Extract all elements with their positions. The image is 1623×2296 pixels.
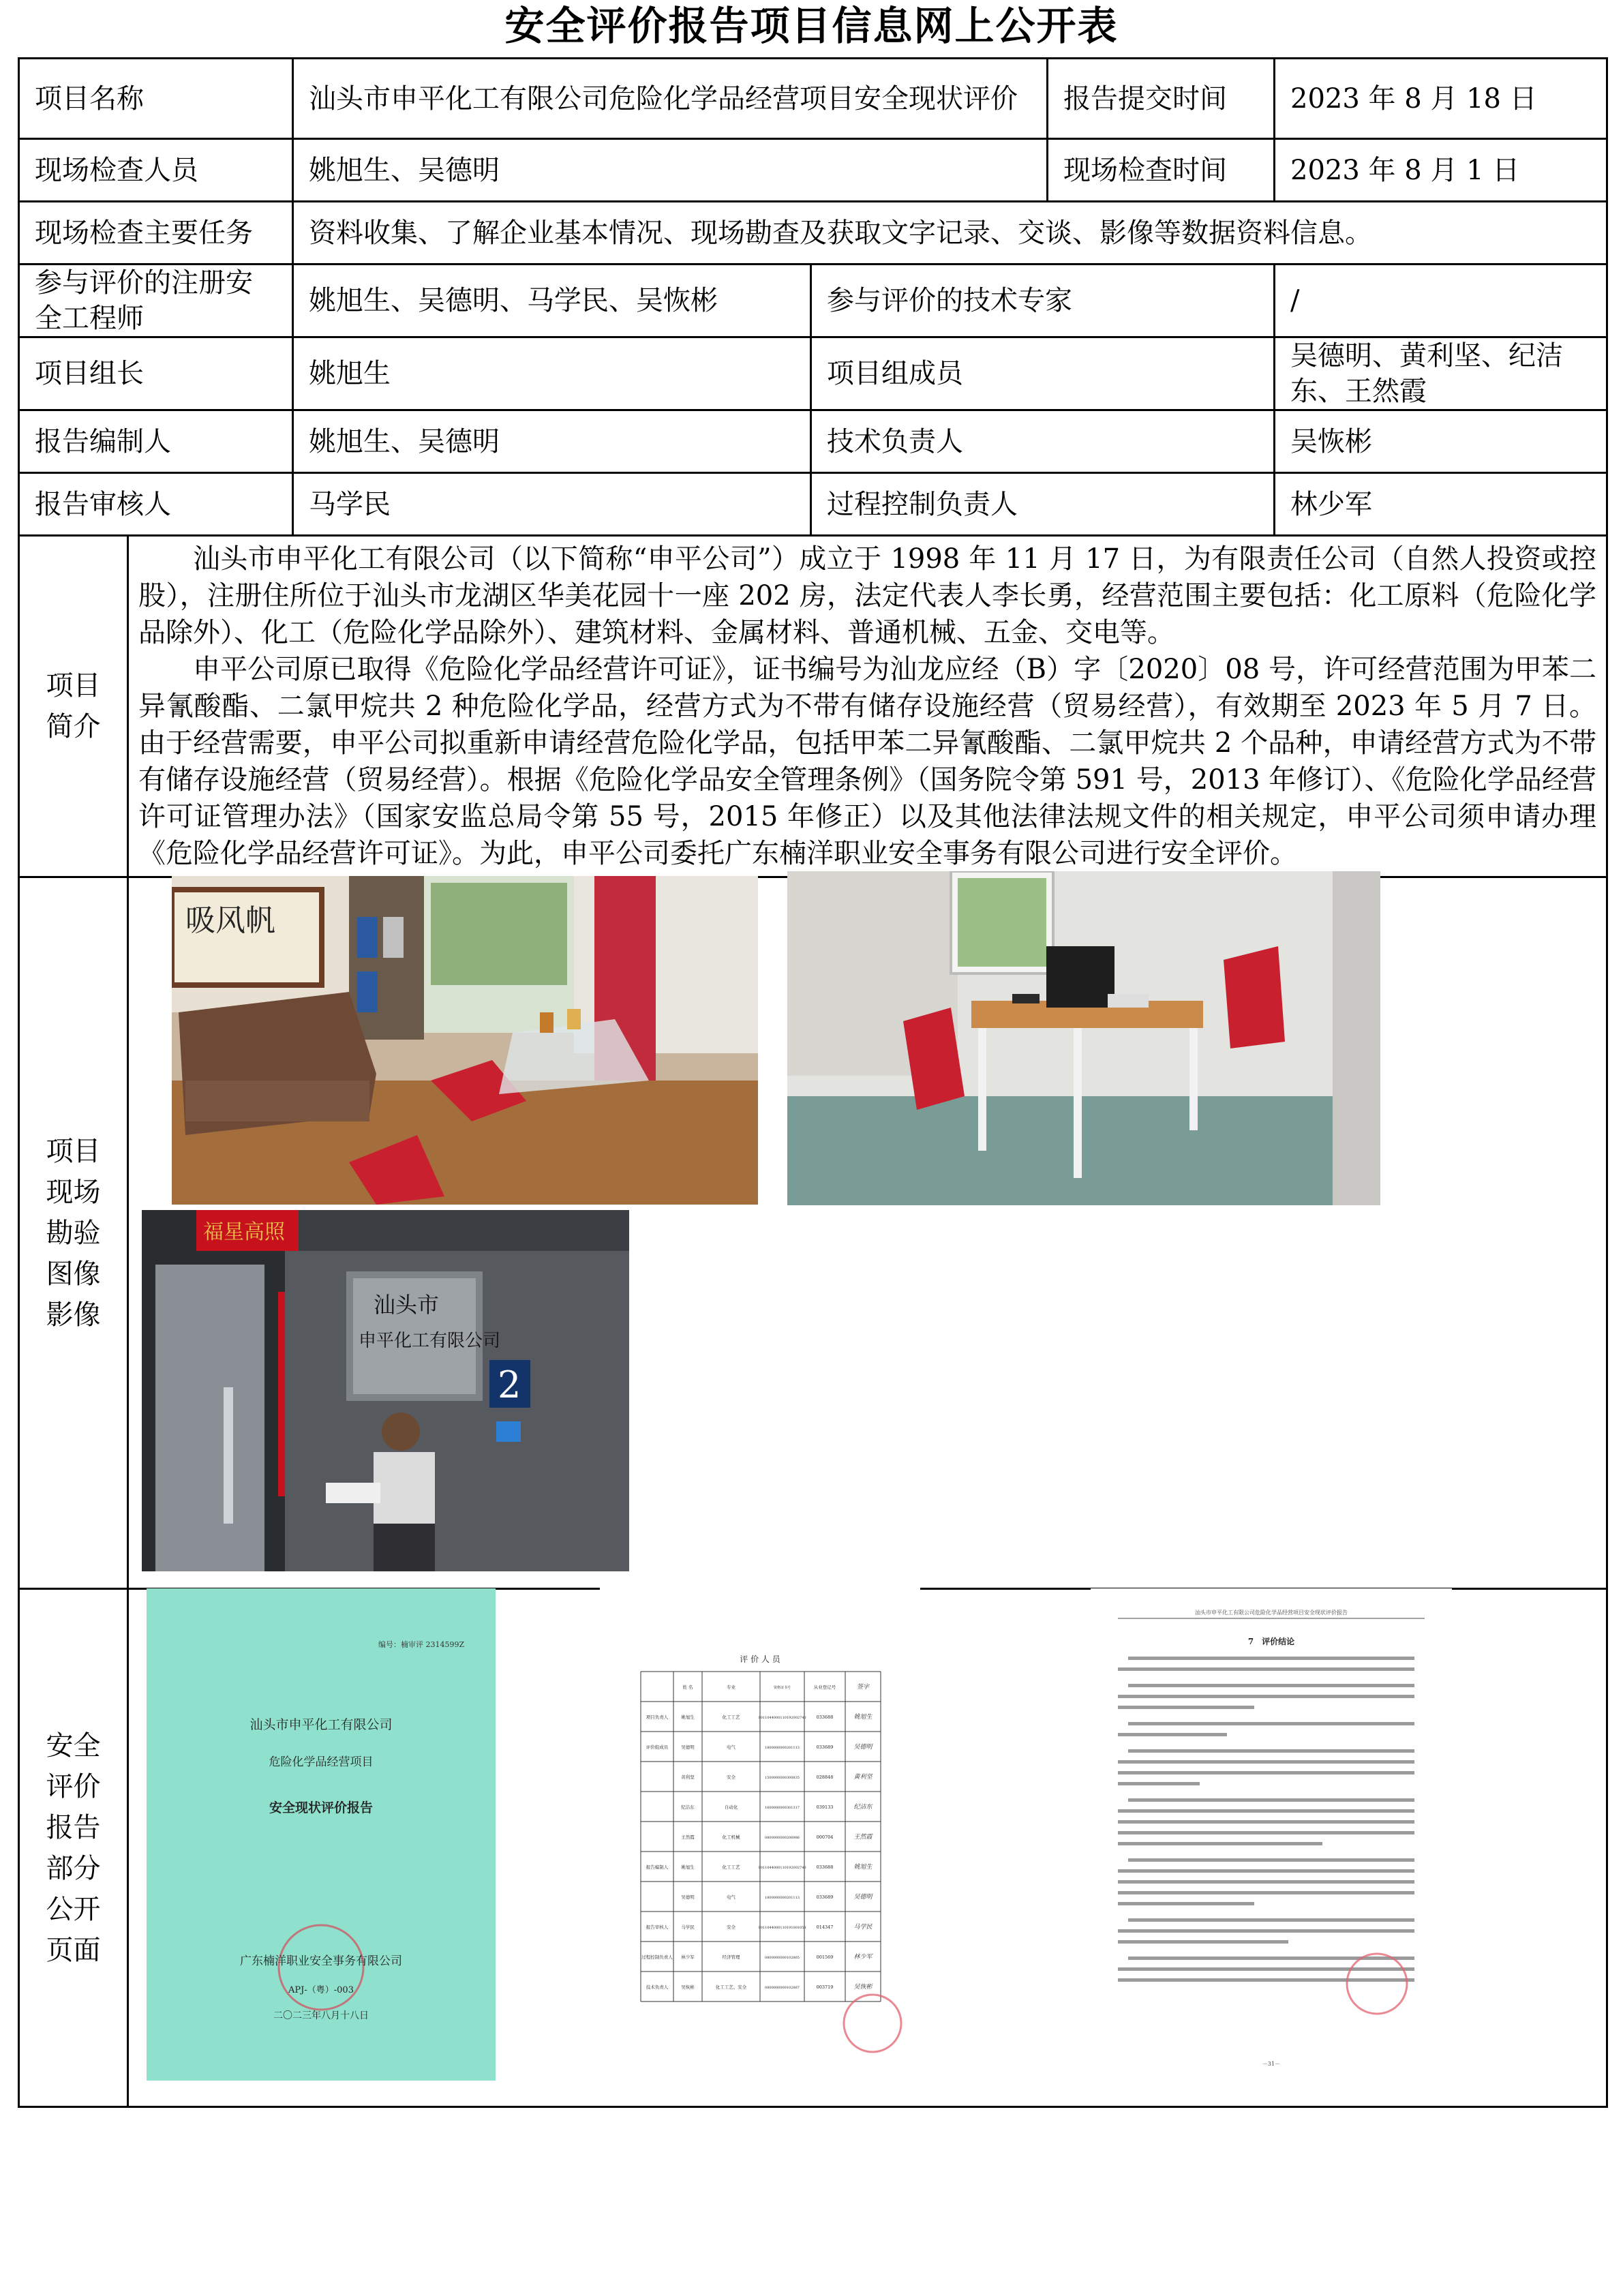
personnel-cell: 经济管理 [722,1954,740,1960]
personnel-cell: 林少军 [853,1954,873,1961]
personnel-header-cell: 资格证书号 [773,1686,791,1690]
submit-time-label: 报告提交时间 [1048,59,1275,139]
personnel-cell: 项目负责人 [646,1715,669,1720]
photos-label [19,877,128,1589]
conclusion-heading: 7 评价结论 [1247,1637,1295,1646]
personnel-cell: 化工工艺 [722,1715,740,1720]
personnel-cell: 028848 [816,1774,834,1780]
leader-label: 项目组长 [19,337,293,410]
conclusion-page-number: －31－ [1262,2061,1281,2067]
personnel-cell: 姚旭生 [681,1864,695,1870]
intro-text [128,536,1607,877]
personnel-cell: 黄利坚 [853,1774,873,1781]
personnel-cell: 014347 [816,1924,834,1930]
cover-license: APJ-（粤）-003 [288,1985,354,1995]
door-sign-line1: 汕头市 [374,1292,440,1318]
cover-date: 二〇二三年八月十八日 [273,2010,369,2021]
personnel-cell: 评价组成员 [646,1744,669,1750]
reviewer-label: 报告审核人 [19,473,293,536]
personnel-cell: 黄利坚 [681,1774,695,1780]
personnel-cell: 039133 [816,1804,834,1810]
personnel-cell: 0800000000102865 [765,1956,800,1960]
office-desk-photo [787,871,1380,1205]
personnel-cell: 化工工艺、安全 [715,1984,747,1990]
personnel-cell: 安全 [727,1924,735,1930]
intro-paragraph-2: 申平公司原已取得《危险化学品经营许可证》，证书编号为汕龙应经（B）字〔2020〕08 号，许可经营范围为甲苯二异氰酸酯、二氯甲烷共 2 种危险化学品，经营方式为不带有储存设施经营（贸易经营），有效期至 2023 年 5 月 7 日。由于经营需要，申平公司拟重新申请经营危险化学品，包括甲苯二异氰酸酯、二氯甲烷共 2 个品种，申请经营方式为不带有储存设施经营（贸易经营）。根据《危险化学品安全管理条例》（国务院令第 591 号，2013 年修订）、《危险化学品经营许可证管理办法》（国家安监总局令第 55 号，2015 年修正）以及其他法律法规文件的相关规定，申平公司须申请办理《危险化学品经营许可证》。为此，申平公司委托广东楠洋职业安全事务有限公司进行安全评价。 [138,654,1596,869]
engineers-label: 参与评价的注册安全工程师 [19,265,293,337]
personnel-cell: 报告编制人 [646,1864,669,1870]
personnel-cell: 1600000000301317 [765,1806,800,1810]
personnel-cell: 姚旭生 [853,1714,873,1721]
inspectors: 姚旭生、吴德明 [293,139,1048,202]
intro-label [19,536,128,877]
intro-paragraph-1: 汕头市申平化工有限公司（以下简称“申平公司”）成立于 1998 年 11 月 17 日，为有限责任公司（自然人投资或控股），注册住所位于汕头市龙湖区华美花园十一座 202 房，法定代表人李长勇，经营范围主要包括：化工原料（危险化学品除外）、化工（危险化学品除外）、建筑材料、金属材料、普通机械、五金、交电等。 [138,543,1596,648]
personnel-cell: 马学民 [853,1924,873,1931]
leader: 姚旭生 [293,337,811,410]
personnel-cell: 林少军 [681,1954,695,1960]
tech: 吴恢彬 [1275,410,1607,473]
personnel-cell: 1800000000201113 [765,1746,800,1750]
personnel-cell: 过程控制负责人 [641,1954,673,1960]
door-sign-line2: 申平化工有限公司 [359,1331,501,1351]
personnel-cell: 吴德明 [853,1744,873,1751]
conclusion-header: 汕头市申平化工有限公司危险化学品经营项目安全现状评价报告 [1195,1610,1348,1616]
pages-label-text: 安全评价报告部分公开页面 [46,1729,101,1966]
personnel-cell: 0800000000102867 [765,1986,800,1990]
personnel-cell: 王然霞 [853,1834,873,1841]
personnel-cell: 化工机械 [722,1834,740,1840]
personnel-cell: 马学民 [681,1924,695,1930]
intro-label-text: 项目简介 [46,670,101,742]
office-sofa-photo [172,876,758,1205]
experts-label: 参与评价的技术专家 [811,265,1275,337]
personnel-cell: 报告审核人 [646,1924,669,1930]
personnel-cell: 003719 [816,1984,834,1990]
process-label: 过程控制负责人 [811,473,1275,536]
engineers: 姚旭生、吴德明、马学民、吴恢彬 [293,265,811,337]
personnel-cell: 001569 [816,1954,834,1960]
cover-code: 编号：楠审评 2314599Z [378,1640,465,1649]
experts: / [1275,265,1607,337]
members-label: 项目组成员 [811,337,1275,410]
personnel-header-cell: 专业 [727,1685,735,1690]
personnel-cell: 自动化 [724,1804,738,1810]
submit-time: 2023 年 8 月 18 日 [1275,59,1607,139]
door-number: 2 [498,1363,521,1406]
editor-label: 报告编制人 [19,410,293,473]
tech-label: 技术负责人 [811,410,1275,473]
personnel-cell: 电气 [727,1894,735,1900]
cover-company: 广东楠洋职业安全事务有限公司 [240,1954,402,1968]
inspect-time-label: 现场检查时间 [1048,139,1275,202]
couplet-top: 福星高照 [203,1220,285,1244]
photos-label-text: 项目现场勘验图像影像 [46,1135,101,1331]
project-name-label: 项目名称 [19,59,293,139]
personnel-cell: 技术负责人 [646,1984,669,1990]
cover-line3: 安全现状评价报告 [269,1800,374,1815]
personnel-cell: S011044000110191001058 [758,1926,806,1930]
personnel-cell: 000704 [816,1834,834,1840]
personnel-header-cell: 从业登记号 [813,1685,836,1690]
personnel-cell: 吴德明 [681,1744,695,1750]
cover-line1: 汕头市申平化工有限公司 [249,1717,393,1732]
editor: 姚旭生、吴德明 [293,410,811,473]
process: 林少军 [1275,473,1607,536]
personnel-cell: 姚旭生 [681,1715,695,1720]
reviewer: 马学民 [293,473,811,536]
calligraphy-text: 吸风帆 [185,903,275,938]
inspect-time: 2023 年 8 月 1 日 [1275,139,1607,202]
personnel-cell: 姚旭生 [853,1864,873,1871]
personnel-cell: 033689 [816,1744,834,1750]
conclusion-page [1091,1588,1452,2083]
personnel-cell: 033689 [816,1894,834,1900]
personnel-header-cell: 姓 名 [682,1685,693,1690]
page-title: 安全评价报告项目信息网上公开表 [504,3,1119,49]
personnel-cell: 电气 [727,1744,735,1750]
personnel-cell: 033688 [816,1864,834,1870]
personnel-cell: 1800000000201113 [765,1896,800,1900]
personnel-cell: 化工工艺 [722,1864,740,1870]
report-cover-page [147,1588,496,2081]
personnel-page [600,1587,920,2081]
personnel-cell: 安全 [727,1774,735,1780]
personnel-cell: 吴恢彬 [853,1984,873,1991]
personnel-heading: 评 价 人 员 [740,1655,780,1664]
cover-line2: 危险化学品经营项目 [269,1755,374,1769]
personnel-cell: 吴德明 [853,1894,873,1901]
project-name: 汕头市申平化工有限公司危险化学品经营项目安全现状评价 [293,59,1048,139]
main-task: 资料收集、了解企业基本情况、现场勘查及获取文字记录、交谈、影像等数据资料信息。 [293,202,1607,265]
personnel-header-cell: 签字 [856,1684,870,1691]
personnel-cell: 纪洁东 [681,1804,695,1810]
inspectors-label: 现场检查人员 [19,139,293,202]
main-task-label: 现场检查主要任务 [19,202,293,265]
pages-label [19,1589,128,2107]
personnel-cell: 吴恢彬 [681,1984,695,1990]
personnel-cell: 纪洁东 [853,1804,873,1811]
personnel-cell: 033688 [816,1715,834,1720]
personnel-cell: S011044000110192002740 [758,1716,806,1720]
members: 吴德明、黄利坚、纪洁东、王然霞 [1275,337,1607,410]
personnel-cell: 王然霞 [681,1834,695,1840]
personnel-cell: 1500000000300835 [765,1776,800,1780]
personnel-cell: 吴德明 [681,1894,695,1900]
personnel-cell: S011044000110192002740 [758,1866,806,1870]
personnel-cell: 0800000000206986 [765,1836,800,1840]
entrance-photo [142,1210,629,1571]
